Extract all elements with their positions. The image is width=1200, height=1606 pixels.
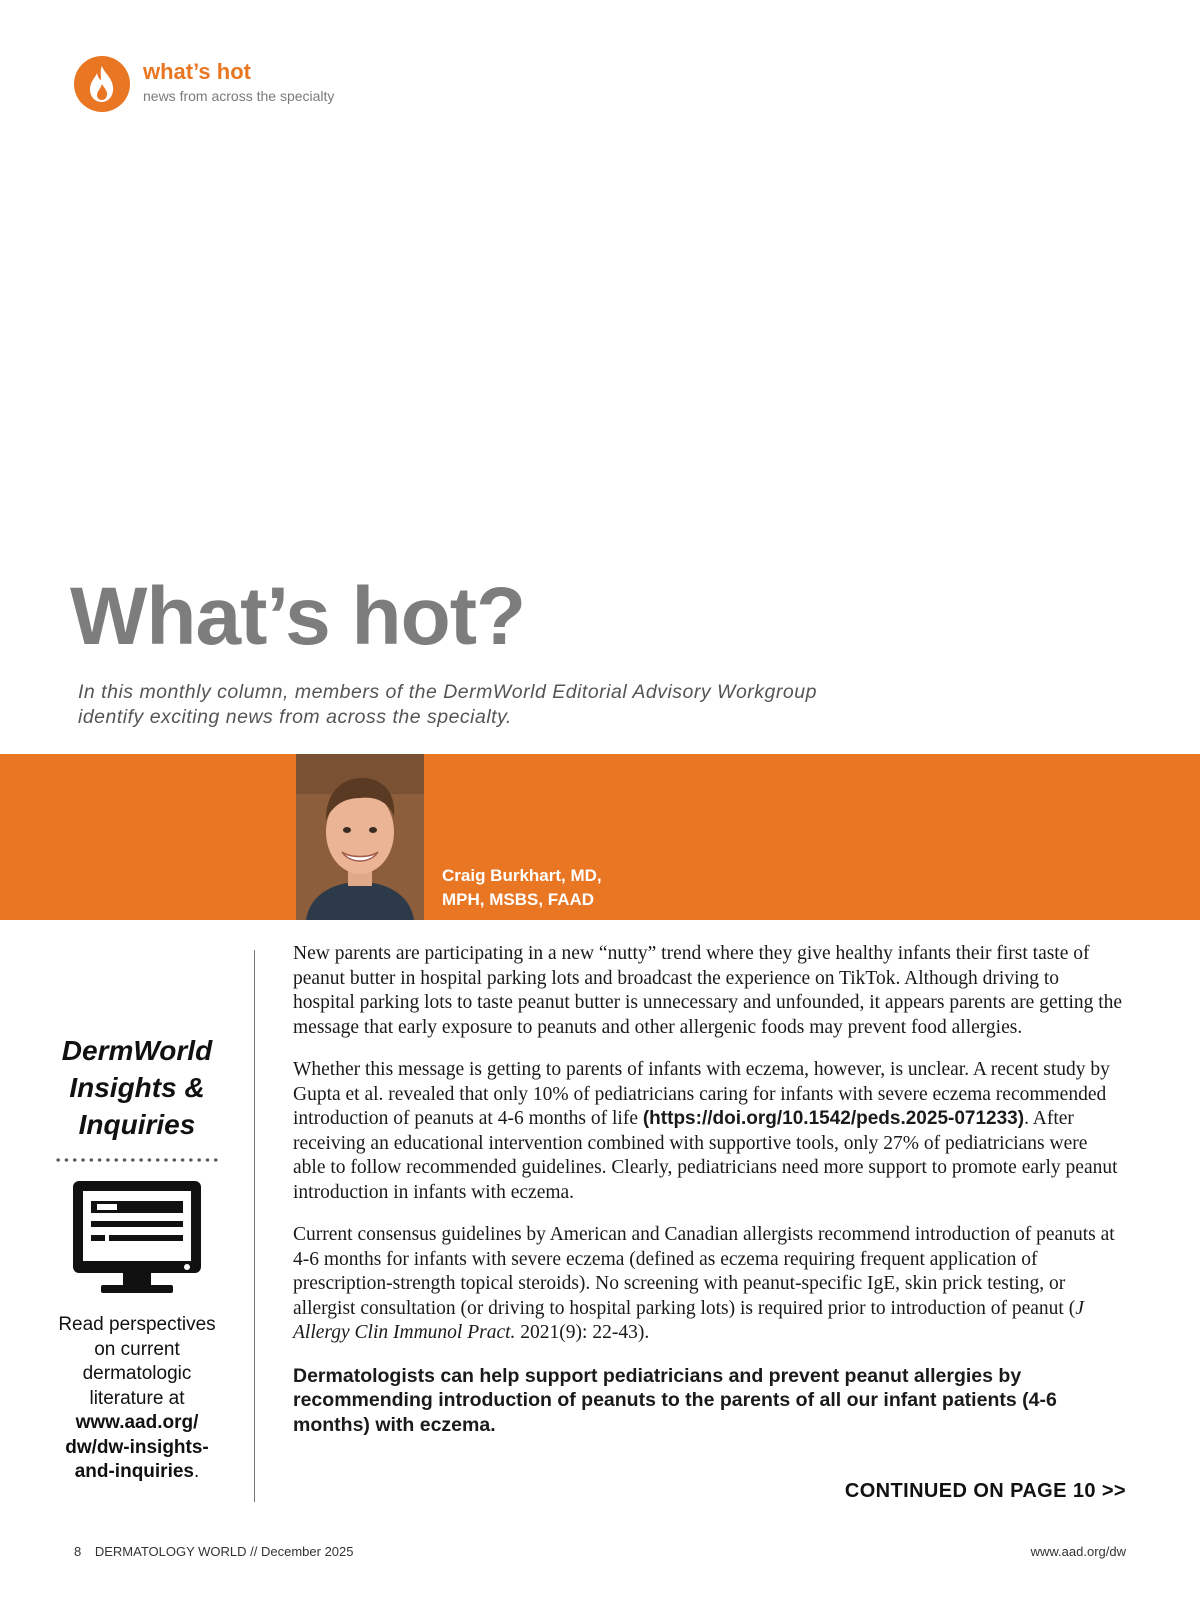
page-title: What’s hot? xyxy=(70,571,526,662)
insights-link[interactable]: www.aad.org/ dw/dw-insights- and-inquiries. xyxy=(65,1412,209,1482)
paragraph-2: Whether this message is getting to parents of infants with eczema, however, is unclear. A recent study by Gupta et al. revealed that only 10% of pediatricians caring for infants with severe eczema recommended introduction of peanuts at 4-6 months of life (https://doi.org/10.1542/peds.2025-071233). After receiving an educational intervention combined with supportive tools, only 27% of pediatricians were able to follow recommended guidelines. Clearly, pediatricians need more support to promote early peanut introduction in infants with eczema. xyxy=(293,1059,1118,1203)
column-divider xyxy=(254,950,255,1502)
footer-url[interactable]: www.aad.org/dw xyxy=(1030,1544,1126,1559)
article-body xyxy=(293,942,1123,1455)
doi-link[interactable]: (https://doi.org/10.1542/peds.2025-071233) xyxy=(642,1108,1025,1129)
author-photo xyxy=(296,754,424,920)
continued-link[interactable]: CONTINUED ON PAGE 10 >> xyxy=(844,1480,1126,1502)
sidebar-text: Read perspectives on current dermatologic literature at www.aad.org/ dw/dw-insights- and-inquiries. xyxy=(54,1313,220,1485)
publication-info: DERMATOLOGY WORLD // December 2025 xyxy=(94,1544,354,1559)
sidebar-insights xyxy=(54,1032,220,1485)
section-subtitle: news from across the specialty xyxy=(143,88,335,104)
paragraph-1: New parents are participating in a new “nutty” trend where they give healthy infants their first taste of peanut butter in hospital parking lots and broadcast the experience on TikTok. Although driving to hospital parking lots to taste peanut butter is unnecessary and unfounded, it appears parents are getting the message that early exposure to peanuts and other allergenic foods may prevent food allergies. xyxy=(293,943,1123,1038)
flame-icon xyxy=(74,56,130,112)
monitor-icon xyxy=(71,1179,203,1295)
page-number: 8 xyxy=(74,1544,82,1559)
paragraph-3: Current consensus guidelines by American and Canadian allergists recommend introduction of peanuts at 4-6 months for infants with severe eczema (defined as eczema requiring frequent application of prescription-strength topical steroids). No screening with peanut-specific IgE, skin prick testing, or allergist consultation (or driving to hospital parking lots) is required prior to introduction of peanut (J Allergy Clin Immunol Pract. 2021(9): 22-43). xyxy=(293,1224,1115,1343)
callout-text: Dermatologists can help support pediatricians and prevent peanut allergies by recommending introduction of peanuts to the parents of all our infant patients (4-6 months) with eczema. xyxy=(293,1364,1057,1436)
sidebar-title: DermWorld Insights & Inquiries xyxy=(61,1035,213,1140)
author-name: Craig Burkhart, MD, MPH, MSBS, FAAD xyxy=(442,866,602,909)
section-title: what’s hot xyxy=(143,59,251,84)
author-band xyxy=(0,754,1200,920)
dotted-divider xyxy=(54,1157,220,1163)
intro-text: In this monthly column, members of the DermWorld Editorial Advisory Workgroup identify exciting news from across the specialty. xyxy=(78,681,817,728)
journal-citation: J Allergy Clin Immunol Pract. xyxy=(293,1297,1084,1343)
footer-left xyxy=(74,1544,354,1559)
